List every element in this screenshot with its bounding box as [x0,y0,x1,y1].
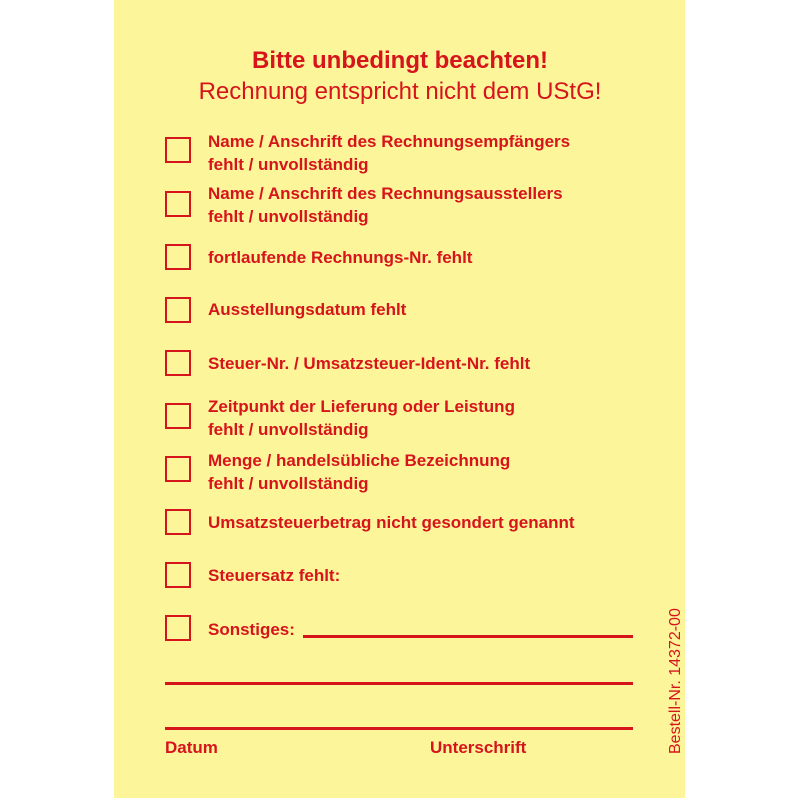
date-label: Datum [165,738,218,757]
checkbox-other[interactable] [165,615,191,641]
checkbox-invoice-number[interactable] [165,244,191,270]
item-label-tax-number: Steuer-Nr. / Umsatzsteuer-Ident-Nr. fehlt [208,354,531,373]
checkbox-delivery-time[interactable] [165,403,191,429]
checkbox-recipient[interactable] [165,137,191,163]
item-label-invoice-number: fortlaufende Rechnungs-Nr. fehlt [208,248,473,267]
order-number: Bestell-Nr. 14372-00 [667,608,684,754]
checkbox-issue-date[interactable] [165,297,191,323]
item-label-recipient: Name / Anschrift des Rechnungsempfängers fehlt / unvollständig [208,132,571,174]
signature-label: Unterschrift [430,738,527,757]
item-label-other: Sonstiges: [208,620,295,639]
item-label-delivery-time: Zeitpunkt der Lieferung oder Leistung fehlt / unvollständig [208,397,515,439]
notice-subtitle: Rechnung entspricht nicht dem UStG! [198,78,602,105]
checkbox-quantity[interactable] [165,456,191,482]
signature-line[interactable] [165,727,633,730]
item-label-issuer: Name / Anschrift des Rechnungsausstellers fehlt / unvollständig [208,184,563,226]
checkbox-vat-amount[interactable] [165,509,191,535]
write-line[interactable] [165,682,633,685]
checkbox-issuer[interactable] [165,191,191,217]
item-label-vat-amount: Umsatzsteuerbetrag nicht gesondert genannt [208,513,575,532]
checkbox-tax-rate[interactable] [165,562,191,588]
item-label-quantity: Menge / handelsübliche Bezeichnung fehlt / unvollständig [208,451,511,493]
other-write-line[interactable] [303,635,633,638]
item-label-issue-date: Ausstellungsdatum fehlt [208,300,407,319]
checkbox-tax-number[interactable] [165,350,191,376]
notice-title: Bitte unbedingt beachten! [252,47,548,74]
item-label-tax-rate: Steuersatz fehlt: [208,566,341,585]
